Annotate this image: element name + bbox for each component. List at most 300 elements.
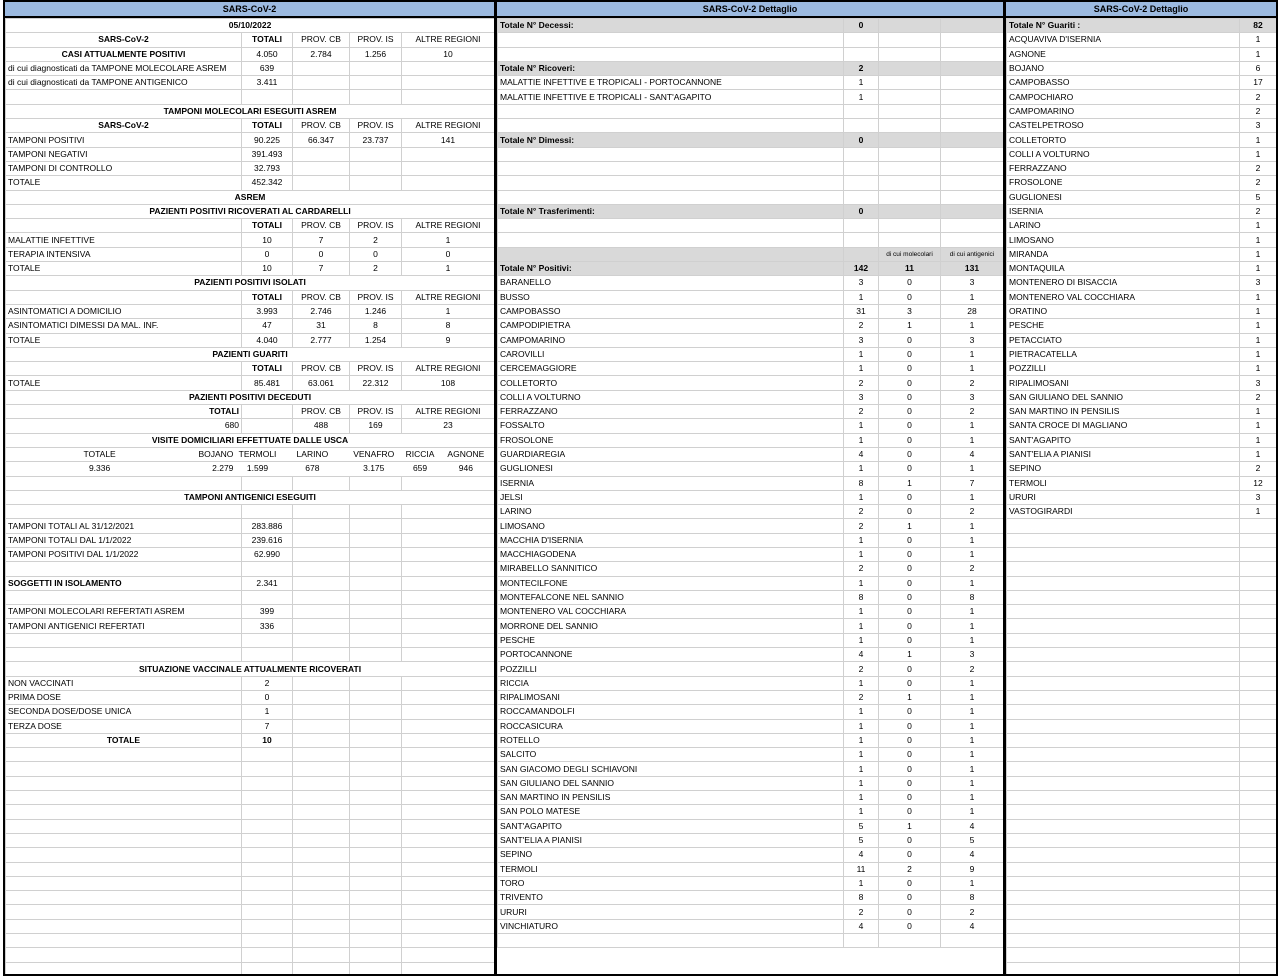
row-label: TAMPONI TOTALI DAL 1/1/2022	[6, 533, 242, 547]
value-cell: 10	[242, 262, 293, 276]
comune-row	[1007, 176, 1277, 190]
comune-row	[498, 905, 1004, 919]
section-title: PAZIENTI POSITIVI ISOLATI	[6, 276, 495, 290]
row-label: TOTALE	[6, 376, 242, 390]
comune-row	[498, 833, 1004, 847]
value-cell: 2	[350, 262, 402, 276]
value-cell: 0	[879, 719, 941, 733]
cell	[6, 891, 242, 905]
value-cell: 2	[1240, 204, 1277, 218]
header-totali: TOTALI	[242, 219, 293, 233]
value-cell: 0	[879, 762, 941, 776]
row-label: VINCHIATURO	[498, 919, 844, 933]
value-cell: 1.246	[350, 304, 402, 318]
cell	[350, 590, 402, 604]
cell	[402, 90, 495, 104]
value-cell: 0	[242, 690, 293, 704]
value-cell: 0	[242, 247, 293, 261]
data-row	[6, 419, 495, 433]
blank-row	[6, 633, 495, 647]
row-label: FOSSALTO	[498, 419, 844, 433]
value-cell: 1	[1240, 347, 1277, 361]
row-label: CAMPOMARINO	[1007, 104, 1240, 118]
blank-row	[1007, 576, 1277, 590]
section-title-row	[6, 490, 495, 504]
row-label: MACCHIAGODENA	[498, 547, 844, 561]
cell	[402, 633, 495, 647]
value-cell: 0	[879, 676, 941, 690]
row-label: AGNONE	[1007, 47, 1240, 61]
cell	[293, 505, 350, 519]
row-label	[1007, 733, 1240, 747]
blank-row	[1007, 805, 1277, 819]
blank-row	[6, 833, 495, 847]
value-cell: 31	[844, 304, 879, 318]
blank-row	[6, 762, 495, 776]
cell	[242, 791, 293, 805]
cell	[6, 919, 242, 933]
value-cell: 0	[879, 362, 941, 376]
cell	[402, 176, 495, 190]
value-cell: 0	[879, 705, 941, 719]
cell	[350, 519, 402, 533]
row-label: CASTELPETROSO	[1007, 119, 1240, 133]
value-cell: 2	[1240, 161, 1277, 175]
value-cell: 1	[1240, 433, 1277, 447]
cell	[293, 147, 350, 161]
row-label	[498, 219, 844, 233]
value-cell: 1	[1240, 505, 1277, 519]
row-label: SEPINO	[498, 848, 844, 862]
value-cell: 5	[1240, 190, 1277, 204]
usca-value: 1.599	[246, 463, 269, 474]
value-cell	[1240, 690, 1277, 704]
row-label: MALATTIE INFETTIVE E TROPICALI - SANT'AGAPITO	[498, 90, 844, 104]
row-label: ACQUAVIVA D'ISERNIA	[1007, 33, 1240, 47]
value-cell: 2	[941, 405, 1004, 419]
value-cell: 0	[879, 533, 941, 547]
cell	[350, 705, 402, 719]
value-cell: 1	[844, 605, 879, 619]
value-cell: 108	[402, 376, 495, 390]
cell	[242, 891, 293, 905]
value-cell: 1	[844, 90, 879, 104]
value-cell: 1	[1240, 319, 1277, 333]
value-cell: 4	[844, 919, 879, 933]
comune-row	[498, 390, 1004, 404]
value-cell: 3	[879, 304, 941, 318]
row-label: VASTOGIRARDI	[1007, 505, 1240, 519]
row-label: TAMPONI POSITIVI DAL 1/1/2022	[6, 547, 242, 561]
header-prov-cb: PROV. CB	[293, 119, 350, 133]
row-label: TAMPONI POSITIVI	[6, 133, 242, 147]
row-label: FERRAZZANO	[1007, 161, 1240, 175]
cell	[6, 962, 242, 976]
value-cell	[1240, 962, 1277, 976]
value-cell: 1	[844, 362, 879, 376]
cell	[350, 848, 402, 862]
detail-panel	[495, 0, 1005, 976]
row-label: Totale N° Ricoveri:	[498, 61, 844, 75]
value-cell: 7	[293, 262, 350, 276]
row-label: TAMPONI DI CONTROLLO	[6, 161, 242, 175]
value-cell	[941, 47, 1004, 61]
value-cell: 0	[879, 633, 941, 647]
value-cell	[941, 104, 1004, 118]
value-cell: 32.793	[242, 161, 293, 175]
value-cell: 1	[844, 419, 879, 433]
value-cell: 2.746	[293, 304, 350, 318]
comune-row	[1007, 362, 1277, 376]
value-cell	[1240, 633, 1277, 647]
comune-row	[498, 733, 1004, 747]
usca-row	[6, 447, 495, 461]
cell	[350, 648, 402, 662]
comune-row	[498, 576, 1004, 590]
row-label: TERMOLI	[1007, 476, 1240, 490]
cell	[350, 76, 402, 90]
row-label: TOTALE	[6, 262, 242, 276]
cell	[242, 405, 293, 419]
section-title-row	[6, 433, 495, 447]
cell	[242, 476, 293, 490]
value-cell: 1	[844, 762, 879, 776]
cell	[293, 519, 350, 533]
blank-row	[1007, 962, 1277, 976]
value-cell: 31	[293, 319, 350, 333]
value-cell: 4	[941, 819, 1004, 833]
comune-row	[1007, 133, 1277, 147]
value-cell: 488	[293, 419, 350, 433]
comune-row	[498, 276, 1004, 290]
cell	[350, 948, 402, 962]
header-prov-is: PROV. IS	[350, 362, 402, 376]
cell	[350, 505, 402, 519]
comune-row	[498, 447, 1004, 461]
row-label	[1007, 819, 1240, 833]
value-cell: 2	[941, 562, 1004, 576]
value-cell	[844, 934, 879, 948]
header-totali: TOTALI	[6, 405, 242, 419]
value-cell	[879, 119, 941, 133]
blank-row	[498, 176, 1004, 190]
value-cell: 0	[879, 576, 941, 590]
row-label	[1007, 605, 1240, 619]
row-label: SANT'ELIA A PIANISI	[498, 833, 844, 847]
comune-row	[498, 405, 1004, 419]
row-label	[1007, 962, 1240, 976]
cell	[293, 76, 350, 90]
value-cell	[879, 104, 941, 118]
row-label: MACCHIA D'ISERNIA	[498, 533, 844, 547]
section-title-row	[6, 190, 495, 204]
cell	[402, 705, 495, 719]
cell	[242, 934, 293, 948]
blank-row	[1007, 619, 1277, 633]
comune-row	[498, 433, 1004, 447]
value-cell: 1	[879, 648, 941, 662]
cell	[293, 891, 350, 905]
value-cell: 1	[844, 633, 879, 647]
cell	[350, 547, 402, 561]
header-prov-is: PROV. IS	[350, 119, 402, 133]
blank-row	[1007, 519, 1277, 533]
cell	[350, 791, 402, 805]
comune-row	[498, 490, 1004, 504]
usca-header: LARINO	[296, 449, 329, 460]
section-title: PAZIENTI POSITIVI RICOVERATI AL CARDARELLI	[6, 204, 495, 218]
comune-row	[1007, 247, 1277, 261]
blank-row	[6, 905, 495, 919]
value-cell: 1	[941, 762, 1004, 776]
cell	[242, 648, 293, 662]
comune-row	[498, 762, 1004, 776]
value-cell: 1.256	[350, 47, 402, 61]
blank-row	[6, 876, 495, 890]
value-cell: 1	[1240, 47, 1277, 61]
header-prov-cb: PROV. CB	[293, 33, 350, 47]
comune-row	[498, 547, 1004, 561]
comune-row	[1007, 390, 1277, 404]
value-cell: 23.737	[350, 133, 402, 147]
blank-row	[498, 119, 1004, 133]
row-label: SAN GIULIANO DEL SANNIO	[498, 776, 844, 790]
value-cell	[844, 190, 879, 204]
value-cell	[844, 219, 879, 233]
cell	[242, 833, 293, 847]
row-label	[1007, 590, 1240, 604]
cell	[350, 833, 402, 847]
value-cell	[1240, 519, 1277, 533]
cell	[6, 805, 242, 819]
data-row	[6, 733, 495, 747]
section-title-row	[6, 662, 495, 676]
row-label: MONTENERO VAL COCCHIARA	[498, 605, 844, 619]
comune-row	[1007, 233, 1277, 247]
blank-row	[6, 805, 495, 819]
header-prov-cb: PROV. CB	[293, 219, 350, 233]
detail-table	[497, 18, 1004, 948]
blank-row	[6, 648, 495, 662]
row-label	[1007, 919, 1240, 933]
value-cell: 0	[879, 619, 941, 633]
value-cell: 2	[844, 662, 879, 676]
data-row	[6, 133, 495, 147]
value-cell	[879, 76, 941, 90]
blank-row	[1007, 905, 1277, 919]
value-cell: 1	[1240, 362, 1277, 376]
usca-value: 946	[458, 463, 473, 474]
blank-row	[6, 919, 495, 933]
value-cell	[941, 934, 1004, 948]
blank-row	[6, 848, 495, 862]
cell	[350, 61, 402, 75]
cell	[402, 862, 495, 876]
blank-row	[1007, 676, 1277, 690]
comune-row	[1007, 276, 1277, 290]
comune-row	[1007, 47, 1277, 61]
cell	[293, 533, 350, 547]
cell	[402, 762, 495, 776]
value-cell: 1	[941, 290, 1004, 304]
row-label: CAROVILLI	[498, 347, 844, 361]
value-cell	[844, 161, 879, 175]
cell	[402, 690, 495, 704]
value-cell: 1	[941, 362, 1004, 376]
cell	[350, 576, 402, 590]
blank-row	[6, 934, 495, 948]
usca-cell	[6, 462, 495, 476]
recovered-title: SARS-CoV-2 Dettaglio	[1006, 2, 1276, 18]
cell	[6, 748, 242, 762]
blank-row	[498, 219, 1004, 233]
detail-title: SARS-CoV-2 Dettaglio	[497, 2, 1003, 18]
cell	[242, 776, 293, 790]
value-cell	[941, 161, 1004, 175]
comune-row	[498, 290, 1004, 304]
value-cell: 142	[844, 262, 879, 276]
row-label	[1007, 748, 1240, 762]
value-cell: 1	[941, 776, 1004, 790]
value-cell	[941, 19, 1004, 33]
row-label: MIRABELLO SANNITICO	[498, 562, 844, 576]
value-cell	[1240, 733, 1277, 747]
cell	[402, 733, 495, 747]
data-row	[498, 76, 1004, 90]
value-cell	[1240, 748, 1277, 762]
blank-row	[1007, 562, 1277, 576]
cell	[6, 90, 242, 104]
data-row	[6, 319, 495, 333]
value-cell	[879, 176, 941, 190]
blank-row	[6, 862, 495, 876]
value-cell: 63.061	[293, 376, 350, 390]
cell	[402, 76, 495, 90]
row-label: TERMOLI	[498, 862, 844, 876]
value-cell: 3	[1240, 376, 1277, 390]
value-cell: 28	[941, 304, 1004, 318]
value-cell: 0	[879, 276, 941, 290]
data-row	[6, 547, 495, 561]
value-cell: 0	[879, 505, 941, 519]
cell	[293, 919, 350, 933]
row-label: CASI ATTUALMENTE POSITIVI	[6, 47, 242, 61]
value-cell: 1	[844, 547, 879, 561]
data-row	[6, 176, 495, 190]
cell	[350, 161, 402, 175]
blank-row	[6, 476, 495, 490]
total-row	[498, 133, 1004, 147]
value-cell: 2	[844, 905, 879, 919]
row-label: FROSOLONE	[1007, 176, 1240, 190]
comune-row	[498, 662, 1004, 676]
comune-row	[1007, 61, 1277, 75]
value-cell: 4	[844, 648, 879, 662]
value-cell: 1	[844, 462, 879, 476]
header-prov-cb: PROV. CB	[293, 290, 350, 304]
cell	[293, 733, 350, 747]
cell	[293, 791, 350, 805]
comune-row	[1007, 490, 1277, 504]
row-label: CERCEMAGGIORE	[498, 362, 844, 376]
value-cell: 82	[1240, 19, 1277, 33]
comune-row	[498, 619, 1004, 633]
value-cell	[1240, 662, 1277, 676]
value-cell: 0	[879, 347, 941, 361]
cell	[293, 776, 350, 790]
value-cell	[1240, 562, 1277, 576]
value-cell: 1	[402, 304, 495, 318]
value-cell	[879, 47, 941, 61]
value-cell: 2	[844, 505, 879, 519]
cell	[402, 905, 495, 919]
row-label	[1007, 805, 1240, 819]
value-cell: 10	[402, 47, 495, 61]
blank-row	[1007, 662, 1277, 676]
value-cell: 8	[402, 319, 495, 333]
value-cell	[1240, 676, 1277, 690]
row-label: CAMPOBASSO	[498, 304, 844, 318]
value-cell: 1	[879, 690, 941, 704]
cell	[293, 719, 350, 733]
value-cell: 12	[1240, 476, 1277, 490]
usca-header: RICCIA	[405, 449, 435, 460]
row-label: di cui diagnosticati da TAMPONE ANTIGENICO	[6, 76, 242, 90]
comune-row	[1007, 90, 1277, 104]
value-cell: 1	[1240, 233, 1277, 247]
value-cell	[1240, 590, 1277, 604]
value-cell: 0	[879, 447, 941, 461]
comune-row	[498, 748, 1004, 762]
row-label	[1007, 719, 1240, 733]
row-label: Totale N° Guariti :	[1007, 19, 1240, 33]
cell	[402, 519, 495, 533]
value-cell: 0	[402, 247, 495, 261]
row-label: PRIMA DOSE	[6, 690, 242, 704]
usca-table	[6, 462, 494, 475]
row-label: RIPALIMOSANI	[498, 690, 844, 704]
comune-row	[1007, 462, 1277, 476]
value-cell	[941, 233, 1004, 247]
row-label: SAN POLO MATESE	[498, 805, 844, 819]
value-cell	[879, 33, 941, 47]
blank-row	[1007, 648, 1277, 662]
row-label	[1007, 547, 1240, 561]
row-label: SANT'AGAPITO	[1007, 433, 1240, 447]
value-cell: 2	[350, 233, 402, 247]
value-cell: 4	[941, 848, 1004, 862]
row-label	[1007, 833, 1240, 847]
blank-row	[6, 776, 495, 790]
value-cell: 4	[844, 447, 879, 461]
cell	[350, 147, 402, 161]
value-cell: 0	[879, 833, 941, 847]
usca-cell	[6, 447, 495, 461]
value-cell: 1	[402, 262, 495, 276]
cell	[402, 605, 495, 619]
row-label: NON VACCINATI	[6, 676, 242, 690]
header-prov-cb: PROV. CB	[293, 405, 350, 419]
cell	[242, 590, 293, 604]
value-cell	[879, 19, 941, 33]
value-cell	[1240, 876, 1277, 890]
row-label: RICCIA	[498, 676, 844, 690]
blank-row	[1007, 848, 1277, 862]
row-label: TAMPONI NEGATIVI	[6, 147, 242, 161]
value-cell: 1	[941, 347, 1004, 361]
value-cell: 7	[242, 719, 293, 733]
value-cell	[1240, 776, 1277, 790]
